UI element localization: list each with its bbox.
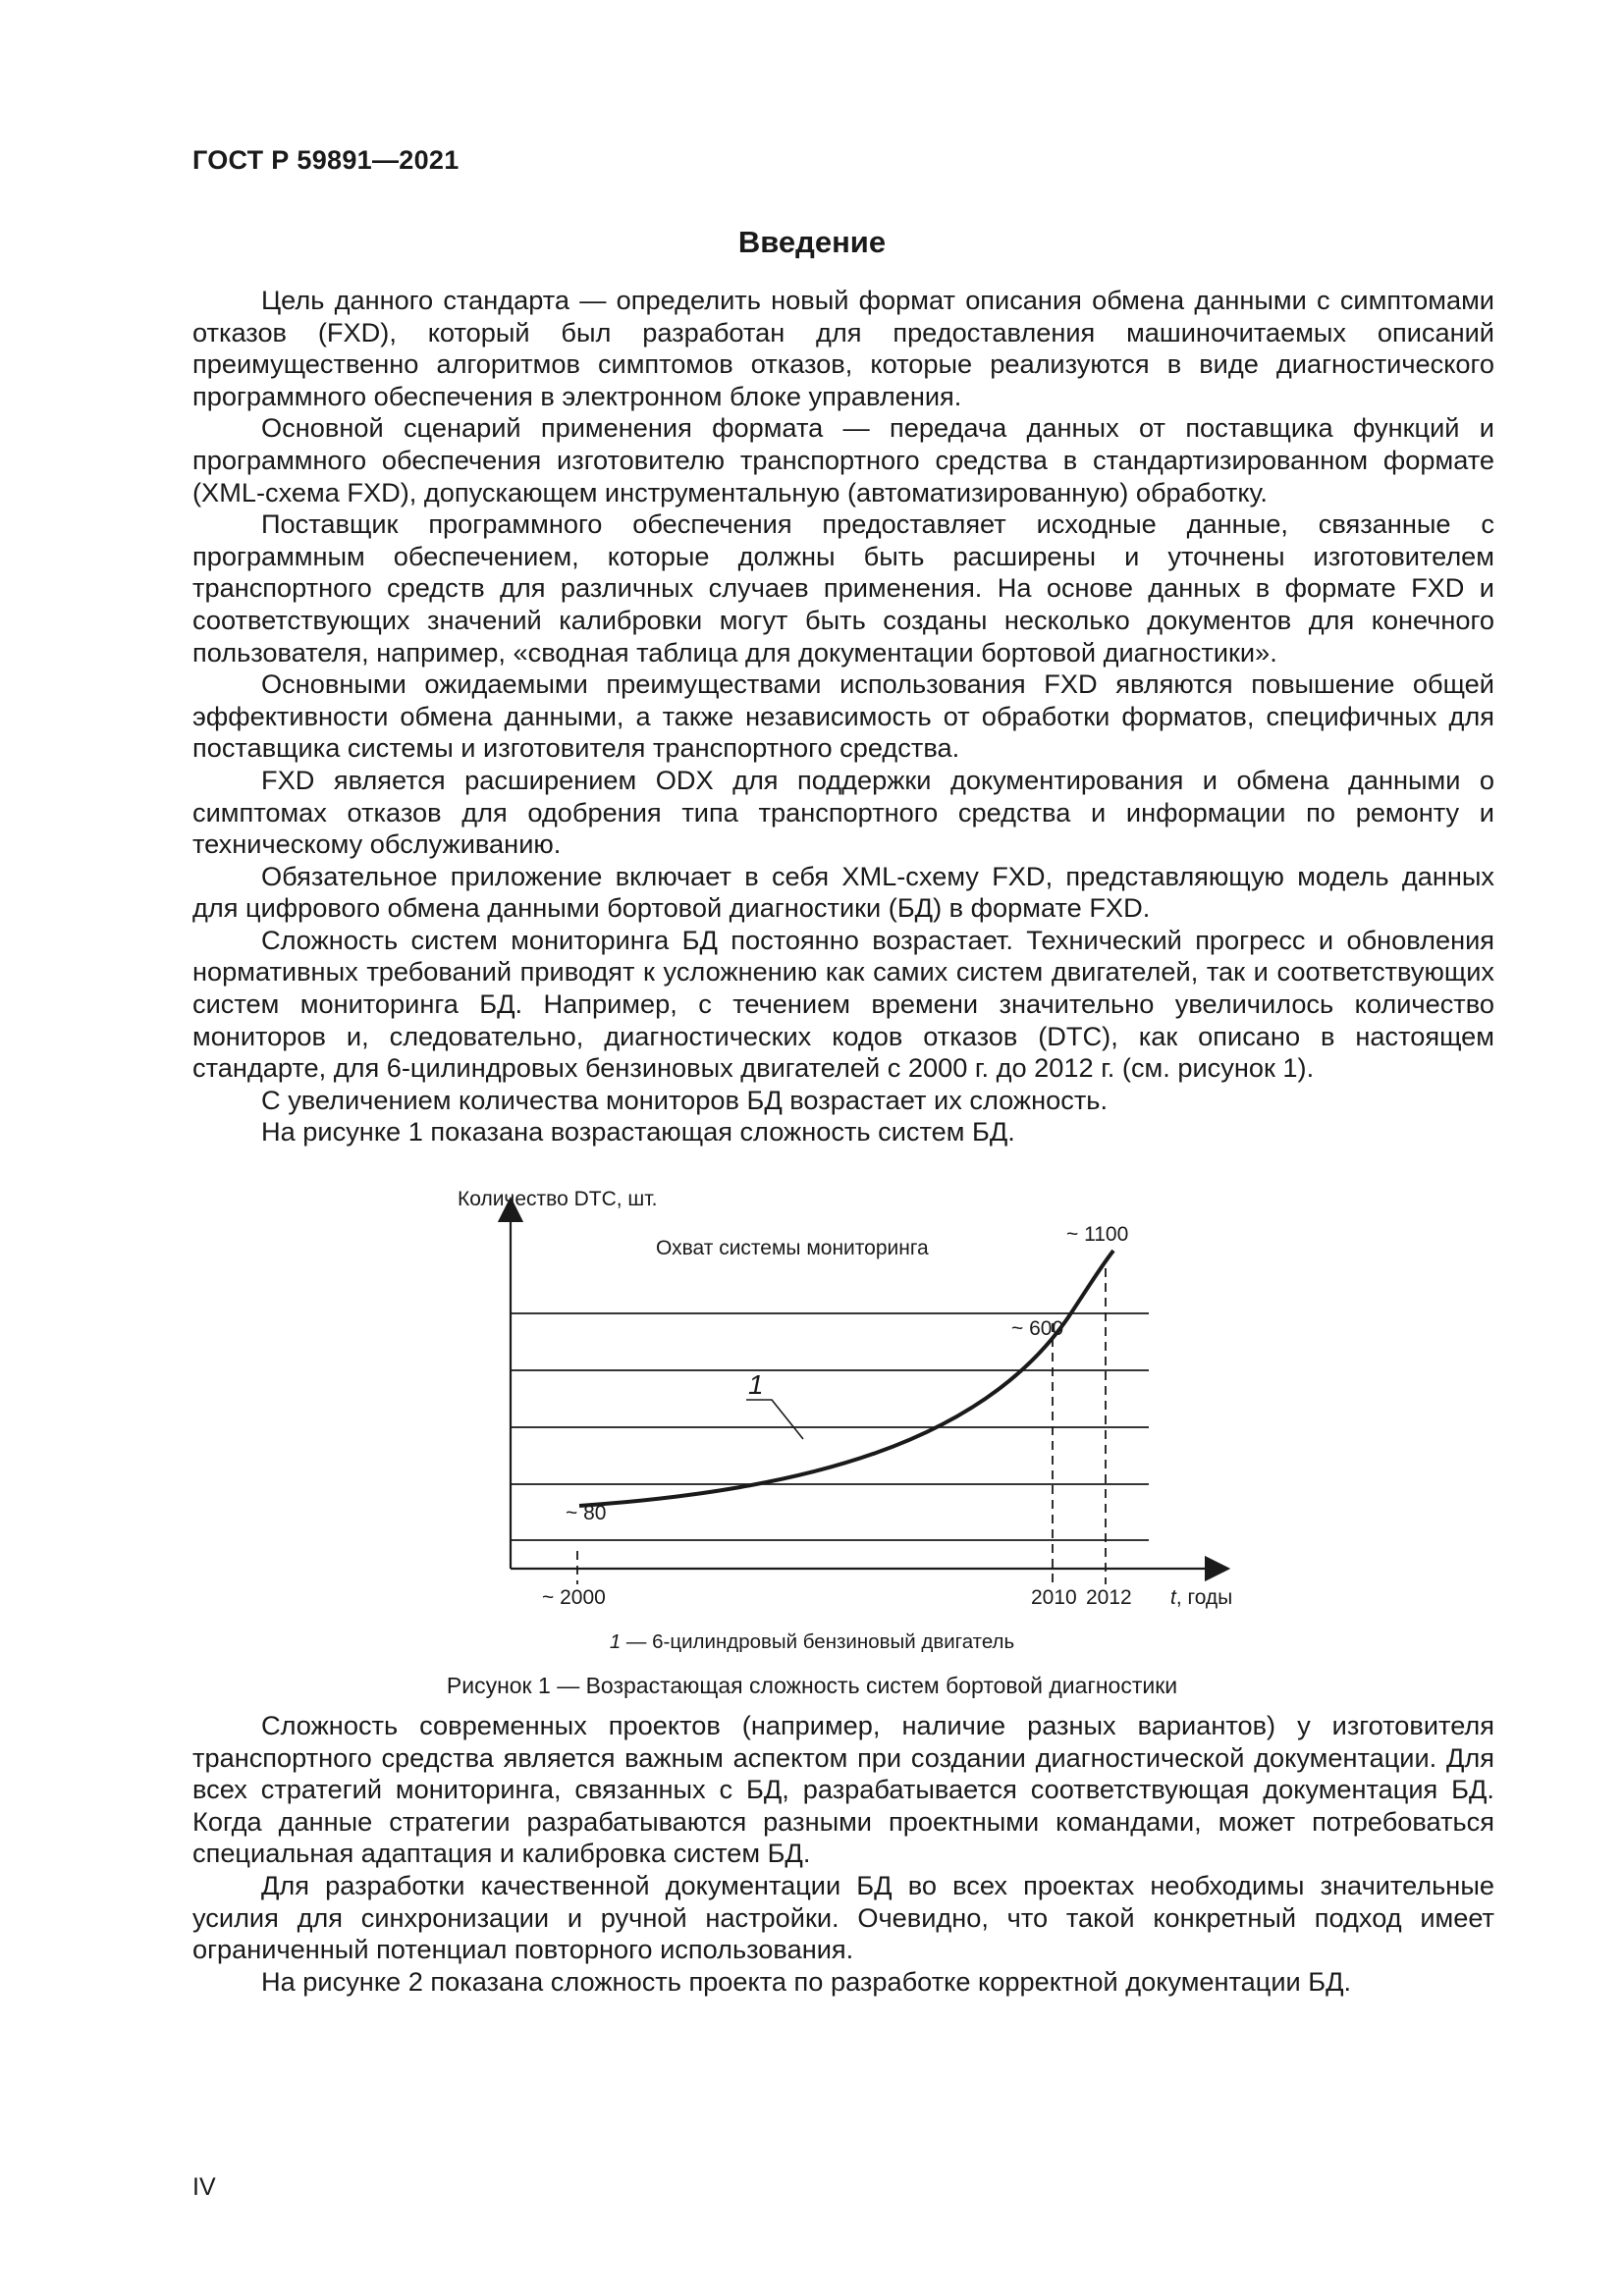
- x-tick-2012: 2012: [1086, 1586, 1132, 1609]
- paragraph: Для разработки качественной документации БД во всех проектах необходимы значительные усилия для синхронизации и ручной настройки. Очевидно, что такой конкретный подход имеет ограниченный потенциал повторного использования.: [192, 1869, 1494, 1965]
- y-axis-label: Количество DTC, шт.: [458, 1188, 658, 1210]
- paragraph: С увеличением количества мониторов БД возрастает их сложность.: [261, 1084, 1109, 1115]
- paragraph: Сложность систем мониторинга БД постоянно возрастает. Технический прогресс и обновления нормативных требований приводят к усложнению как самих систем двигателей, так и соответствующих систем мониторинга БД. Например, с течением времени значительно увеличилось количество мониторов и, следовательно, диагностических кодов отказов (DTC), как описано в настоящем стандарте, для 6-цилиндровых бензиновых двигателей с 2000 г. до 2012 г. (см. рисунок 1).: [192, 924, 1494, 1084]
- figure-legend: [0, 1630, 1624, 1654]
- x-tick-2010: 2010: [1031, 1586, 1077, 1609]
- paragraph: Обязательное приложение включает в себя XML-схему FXD, представляющую модель данных для цифрового обмена данными бортовой диагностики (БД) в формате FXD.: [192, 860, 1494, 924]
- paragraph: На рисунке 1 показана возрастающая сложность систем БД.: [261, 1116, 1015, 1148]
- legend-id: 1: [609, 1630, 622, 1653]
- intro-text-block: [192, 285, 1494, 1148]
- figure-1-chart: [432, 1178, 1247, 1610]
- x-axis-label-var: t: [1170, 1586, 1176, 1609]
- page-number: IV: [192, 2173, 216, 2201]
- paragraph: Основными ожидаемыми преимуществами использования FXD являются повышение общей эффективности обмена данными, а также независимость от обработки форматов, специфичных для поставщика системы и изготовителя транспортного средства.: [192, 668, 1494, 764]
- legend-text: — 6-цилиндровый бензиновый двигатель: [621, 1630, 1015, 1653]
- band-label: Охват системы мониторинга: [656, 1237, 929, 1259]
- figure-caption: Рисунок 1 — Возрастающая сложность систем бортовой диагностики: [446, 1673, 1178, 1698]
- post-figure-text-block: [192, 1710, 1494, 1998]
- x-axis-label: [1170, 1586, 1232, 1609]
- annotation-600: ~ 600: [1011, 1317, 1064, 1340]
- x-tick-2000: ~ 2000: [542, 1586, 606, 1609]
- curve-label: 1: [748, 1369, 764, 1400]
- paragraph: Сложность современных проектов (например, наличие разных вариантов) у изготовителя транспортного средства является важным аспектом при создании диагностической документации. Для всех стратегий мониторинга, связанных с БД, разрабатывается соответствующая документация БД. Когда данные стратегии разрабатываются разными проектными командами, может потребоваться специальная адаптация и калибровка систем БД.: [192, 1710, 1494, 1869]
- paragraph: Поставщик программного обеспечения предоставляет исходные данные, связанные с программным обеспечением, которые должны быть расширены и уточнены изготовителем транспортного средств для различных случаев применения. На основе данных в формате FXD и соответствующих значений калибровки могут быть созданы несколько документов для конечного пользователя, например, «сводная таблица для документации бортовой диагностики».: [192, 508, 1494, 667]
- paragraph: На рисунке 2 показана сложность проекта по разработке корректной документации БД.: [261, 1965, 1352, 1997]
- paragraph: Основной сценарий применения формата — передача данных от поставщика функций и программного обеспечения изготовителю транспортного средства в стандартизированном формате (XML-схема FXD), допускающем инструментальную (автоматизированную) обработку.: [192, 412, 1494, 507]
- curve-label-leader: [746, 1400, 803, 1439]
- paragraph: FXD является расширением ODX для поддержки документирования и обмена данными о симптомах отказов для одобрения типа транспортного средства и информации по ремонту и техническому обслуживанию.: [192, 764, 1494, 860]
- annotation-80: ~ 80: [566, 1502, 607, 1524]
- document-id: ГОСТ Р 59891—2021: [192, 145, 460, 175]
- curve-series-1: [579, 1251, 1113, 1506]
- x-axis-label-unit: , годы: [1175, 1586, 1233, 1609]
- annotation-1100: ~ 1100: [1066, 1223, 1129, 1246]
- paragraph: Цель данного стандарта — определить новый формат описания обмена данными с симптомами отказов (FXD), который был разработан для предоставления машиночитаемых описаний преимущественно алгоритмов симптомов отказов, которые реализуются в виде диагностического программного обеспечения в электронном блоке управления.: [192, 285, 1494, 411]
- section-title: Введение: [737, 225, 887, 259]
